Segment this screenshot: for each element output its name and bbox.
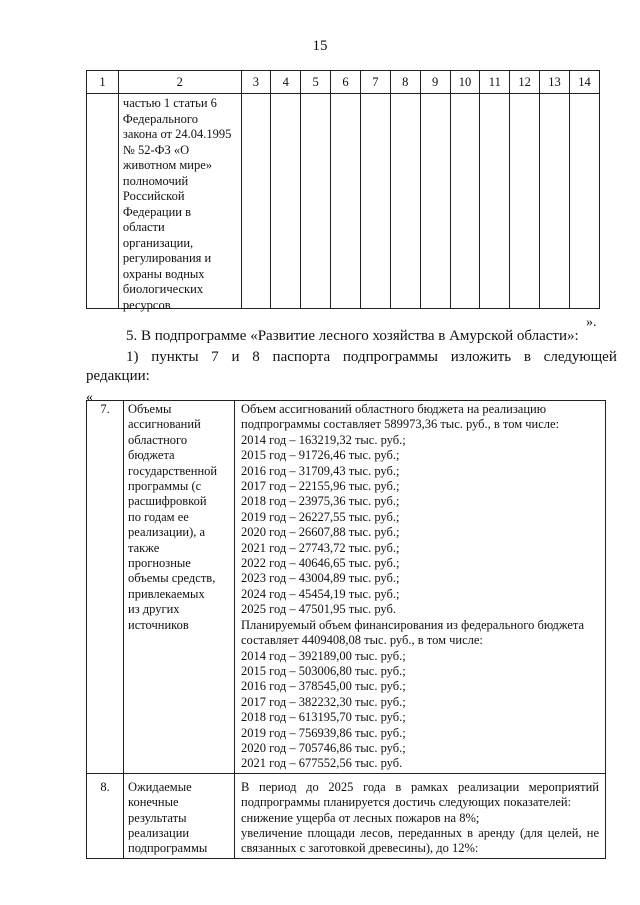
table-cell [450,94,480,309]
header-cell: 8 [390,71,420,94]
header-cell: 14 [569,71,599,94]
regional-year-line: 2024 год – 45454,19 тыс. руб.; [241,586,400,601]
federal-year-line: 2016 год – 378545,00 тыс. руб.; [241,679,406,694]
cell-line: частью 1 статьи 6 [122,96,217,110]
header-cell: 1 [87,71,119,94]
row-number: 7. [87,401,124,774]
regional-year-line: 2014 год – 163219,32 тыс. руб.; [241,432,406,447]
cell-line: ресурсов [122,297,171,312]
regional-year-line: 2022 год – 40646,65 тыс. руб.; [241,556,400,571]
table-cell [301,94,331,309]
cell-line: полномочий [122,173,189,188]
table-cell [569,94,599,309]
regional-year-line: 2015 год – 91726,46 тыс. руб.; [241,448,400,463]
cell-line: регулирования и [122,251,212,265]
paragraph-items: 1) пункты 7 и 8 паспорта подпрограммы изложить в следующей [126,349,617,365]
cell-line: № 52-ФЗ «О [122,142,190,157]
row-name-line: подпрограммы [128,841,208,856]
result-line: подпрограммы планируется достичь следующих показателей: [241,795,572,810]
continuation-cell [118,94,241,312]
regional-year-line: 2017 год – 22155,96 тыс. руб.; [241,479,400,494]
row-number: 8. [87,773,124,858]
row-name-line: реализации), а [128,525,206,540]
federal-year-line: 2017 год – 382232,30 тыс. руб.; [241,694,406,709]
table-row [87,94,600,309]
table-cell [390,94,420,309]
header-cell: 10 [450,71,480,94]
header-cell: 9 [420,71,450,94]
regional-year-line: 2019 год – 26227,55 тыс. руб.; [241,509,400,524]
row-name-line: по годам ее [128,509,189,524]
row-name-line: прогнозные [128,556,191,571]
header-cell: 3 [241,71,271,94]
header-cell: 5 [301,71,331,94]
row-name-line: из других [128,602,180,617]
regional-intro: подпрограммы составляет 589973,36 тыс. руб., в том числе: [241,417,560,432]
cell-line: Федерации в [122,204,191,219]
federal-intro: Планируемый объем финансирования из федерального бюджета [241,617,585,632]
row-name-line: бюджета [128,448,175,463]
result-line: увеличение площади лесов, переданных в аренду (для целей, не [241,825,599,840]
federal-year-line: 2019 год – 756939,86 тыс. руб.; [241,725,406,740]
header-cell: 13 [540,71,570,94]
regional-year-line: 2021 год – 27743,72 тыс. руб.; [241,540,400,555]
row-content-cell [235,773,606,858]
cell-line: закона от 24.04.1995 [122,127,232,141]
table-cell [540,94,570,309]
row-name-line: результаты [128,810,187,825]
row-name-line: ассигнований [128,417,201,432]
result-line: В период до 2025 года в рамках реализации мероприятий [241,779,599,794]
row-content-cell [235,401,606,774]
result-line: снижение ущерба от лесных пожаров на 8%; [241,810,480,825]
federal-year-line: 2020 год – 705746,86 тыс. руб.; [241,740,406,755]
header-cell: 6 [331,71,361,94]
table-cell [360,94,390,309]
paragraph-subprogram: 5. В подпрограмме «Развитие лесного хозяйства в Амурской области»: [126,328,579,344]
cell-line: биологических [122,282,204,296]
header-cell: 7 [360,71,390,94]
row-name-line: государственной [128,463,218,478]
federal-year-line: 2021 год – 677552,56 тыс. руб. [241,756,403,771]
regional-year-line: 2020 год – 26607,88 тыс. руб.; [241,525,400,540]
table-header-row [87,71,600,94]
row-name-line: источников [128,617,189,632]
federal-year-line: 2018 год – 613195,70 тыс. руб.; [241,710,406,725]
row-name-line: Объемы [128,402,172,416]
federal-intro: составляет 4409408,08 тыс. руб., в том числе: [241,633,483,648]
federal-year-line: 2015 год – 503006,80 тыс. руб.; [241,663,406,678]
row-name-line: объемы средств, [128,571,216,586]
table-row-7 [87,401,606,774]
row-name-cell [124,773,235,858]
result-line: связанных с заготовкой древесины), до 12%: [241,841,479,856]
table-cell [480,94,510,309]
regional-intro: Объем ассигнований областного бюджета на реализацию [241,402,547,416]
page-number: 15 [312,38,328,54]
federal-year-line: 2014 год – 392189,00 тыс. руб.; [241,648,406,663]
header-cell: 12 [510,71,540,94]
cell-line: Федерального [122,111,198,126]
row-name-line: расшифровкой [128,494,207,509]
table-cell [241,94,271,309]
cell-line: области [122,220,165,234]
table-cell [87,94,119,309]
regional-year-line: 2018 год – 23975,36 тыс. руб.; [241,494,400,509]
row-name-line: областного [128,432,188,447]
row-name-line: реализации [128,825,190,840]
row-name-line: конечные [128,795,179,810]
table-cell [331,94,361,309]
cell-line: Российской [122,189,185,203]
table-row-8 [87,773,606,858]
cell-line: организации, [122,235,194,250]
table-cell [271,94,301,309]
cell-line: животном мире» [122,158,212,172]
cell-line: охраны водных [122,266,205,281]
row-name-line: привлекаемых [128,586,205,601]
paragraph-items-continuation: редакции: [86,368,150,384]
row-name-cell [124,401,235,774]
header-cell: 2 [118,71,241,94]
table-cell [420,94,450,309]
regional-year-line: 2025 год – 47501,95 тыс. руб. [241,602,397,617]
row-name-line: Ожидаемые [128,779,192,794]
header-cell: 4 [271,71,301,94]
closing-quote: ». [586,315,597,330]
regional-year-line: 2023 год – 43004,89 тыс. руб.; [241,571,400,586]
row-name-line: программы (с [128,479,202,494]
table-cell [510,94,540,309]
row-name-line: также [128,540,160,555]
regional-year-line: 2016 год – 31709,43 тыс. руб.; [241,463,400,478]
header-cell: 11 [480,71,510,94]
passport-table [86,400,606,859]
continuation-table [86,70,600,312]
opening-quote: « [86,390,93,405]
